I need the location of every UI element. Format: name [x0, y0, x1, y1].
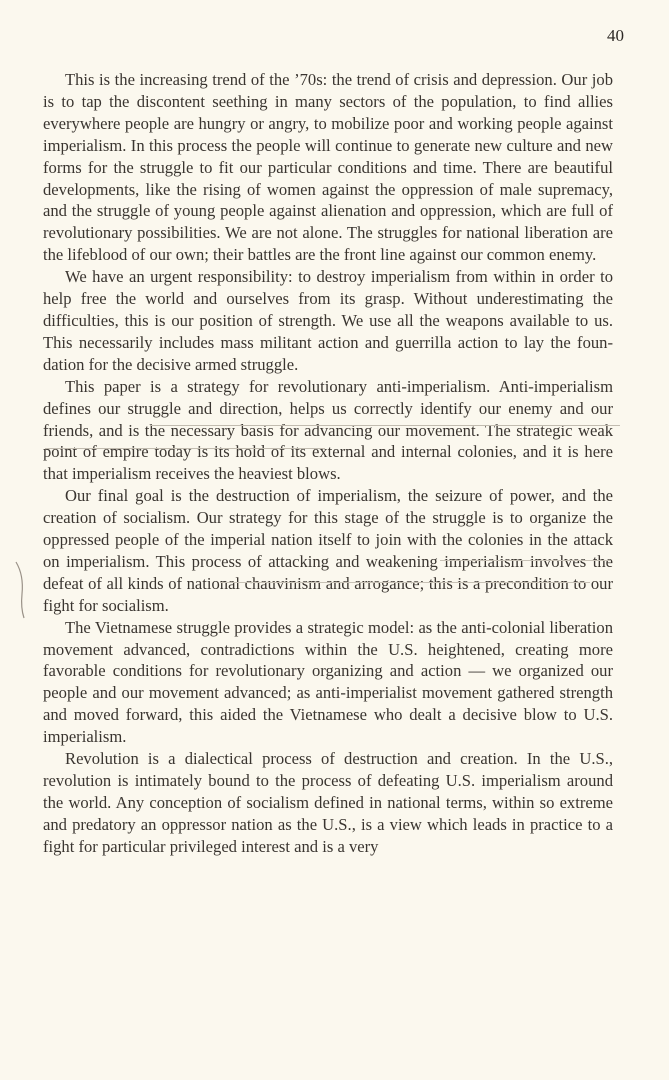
paragraph-final-goal: Our final goal is the destruction of imperialism, the seizure of power, and the creation of socialism. Our strategy for this stage of the struggle is to organize the oppressed people of the imperial nation itself to join with the colonies in the attack on imperialism. This process of attacking and weakening imperialism involves the defeat of all kinds of national chauvinism and arrogance; this is a precondition to our fight for socialism.: [43, 486, 613, 615]
paragraph-urgent-responsibility: We have an urgent responsibility: to destroy imperialism from within in order to help free the world and ourselves from its grasp. Without underestimating the difficulties, this is our position of strength. We use all the weapons available to us. This necessarily includes mass militant action and guerrilla action to lay the foundation for the decisive armed struggle.: [43, 267, 613, 374]
paragraph-vietnamese-model: The Vietnamese struggle provides a strategic model: as the anti-colonial liberation movement advanced, contradictions within the U.S. heightened, creating more favorable conditions for revolutionary organizing and action — we organized our people and our movement advanced; as anti-imperialist movement gathered strength and moved forward, this aided the Vietnamese who dealt a decisive blow to U.S. imperialism.: [43, 617, 613, 747]
pencil-underline: [440, 560, 610, 561]
paragraph-crisis-trend: This is the increasing trend of the ’70s: the trend of crisis and depression. Our job is to tap the discontent seething in many sectors of the population, to find allies everywhere people are hungry or angry, to mobilize poor and working people against imperialism. In this process the people will continue to generate new culture and new forms for the struggle to fit our particular conditions and time. There are beautiful developments, like the rising of women against the oppression of male supremacy, and the struggle of young people against alienation and oppression, which are full of revolutionary possibilities. We are not alone. The struggles for national liberation are the lifeblood of our own; their battles are the front line against our common enemy.: [43, 70, 613, 265]
page-number: 40: [607, 26, 624, 45]
pencil-underline: [45, 448, 325, 449]
pencil-underline: [220, 582, 590, 583]
body-text: [43, 69, 613, 858]
paragraph-revolution-dialectic: Revolution is a dialectical process of destruction and creation. In the U.S., revolution is intimately bound to the process of defeating U.S. imperialism around the world. Any conception of socialism defined in national terms, within so extreme and predatory an oppressor nation as the U.S., is a view which leads in practice to a fight for particular privileged interest and is a very: [43, 749, 613, 856]
pencil-underline: [150, 425, 620, 426]
paragraph-strategy: This paper is a strategy for revolutionary anti-imperialism. Anti-imperialism defines our struggle and direction, helps us correctly identify our enemy and our friends, and is the necessary basis for advancing our movement. The strategic weak point of empire today is its hold of its external and internal colonies, and it is here that imperialism receives the heaviest blows.: [43, 376, 613, 484]
margin-pencil-mark: [14, 560, 26, 620]
